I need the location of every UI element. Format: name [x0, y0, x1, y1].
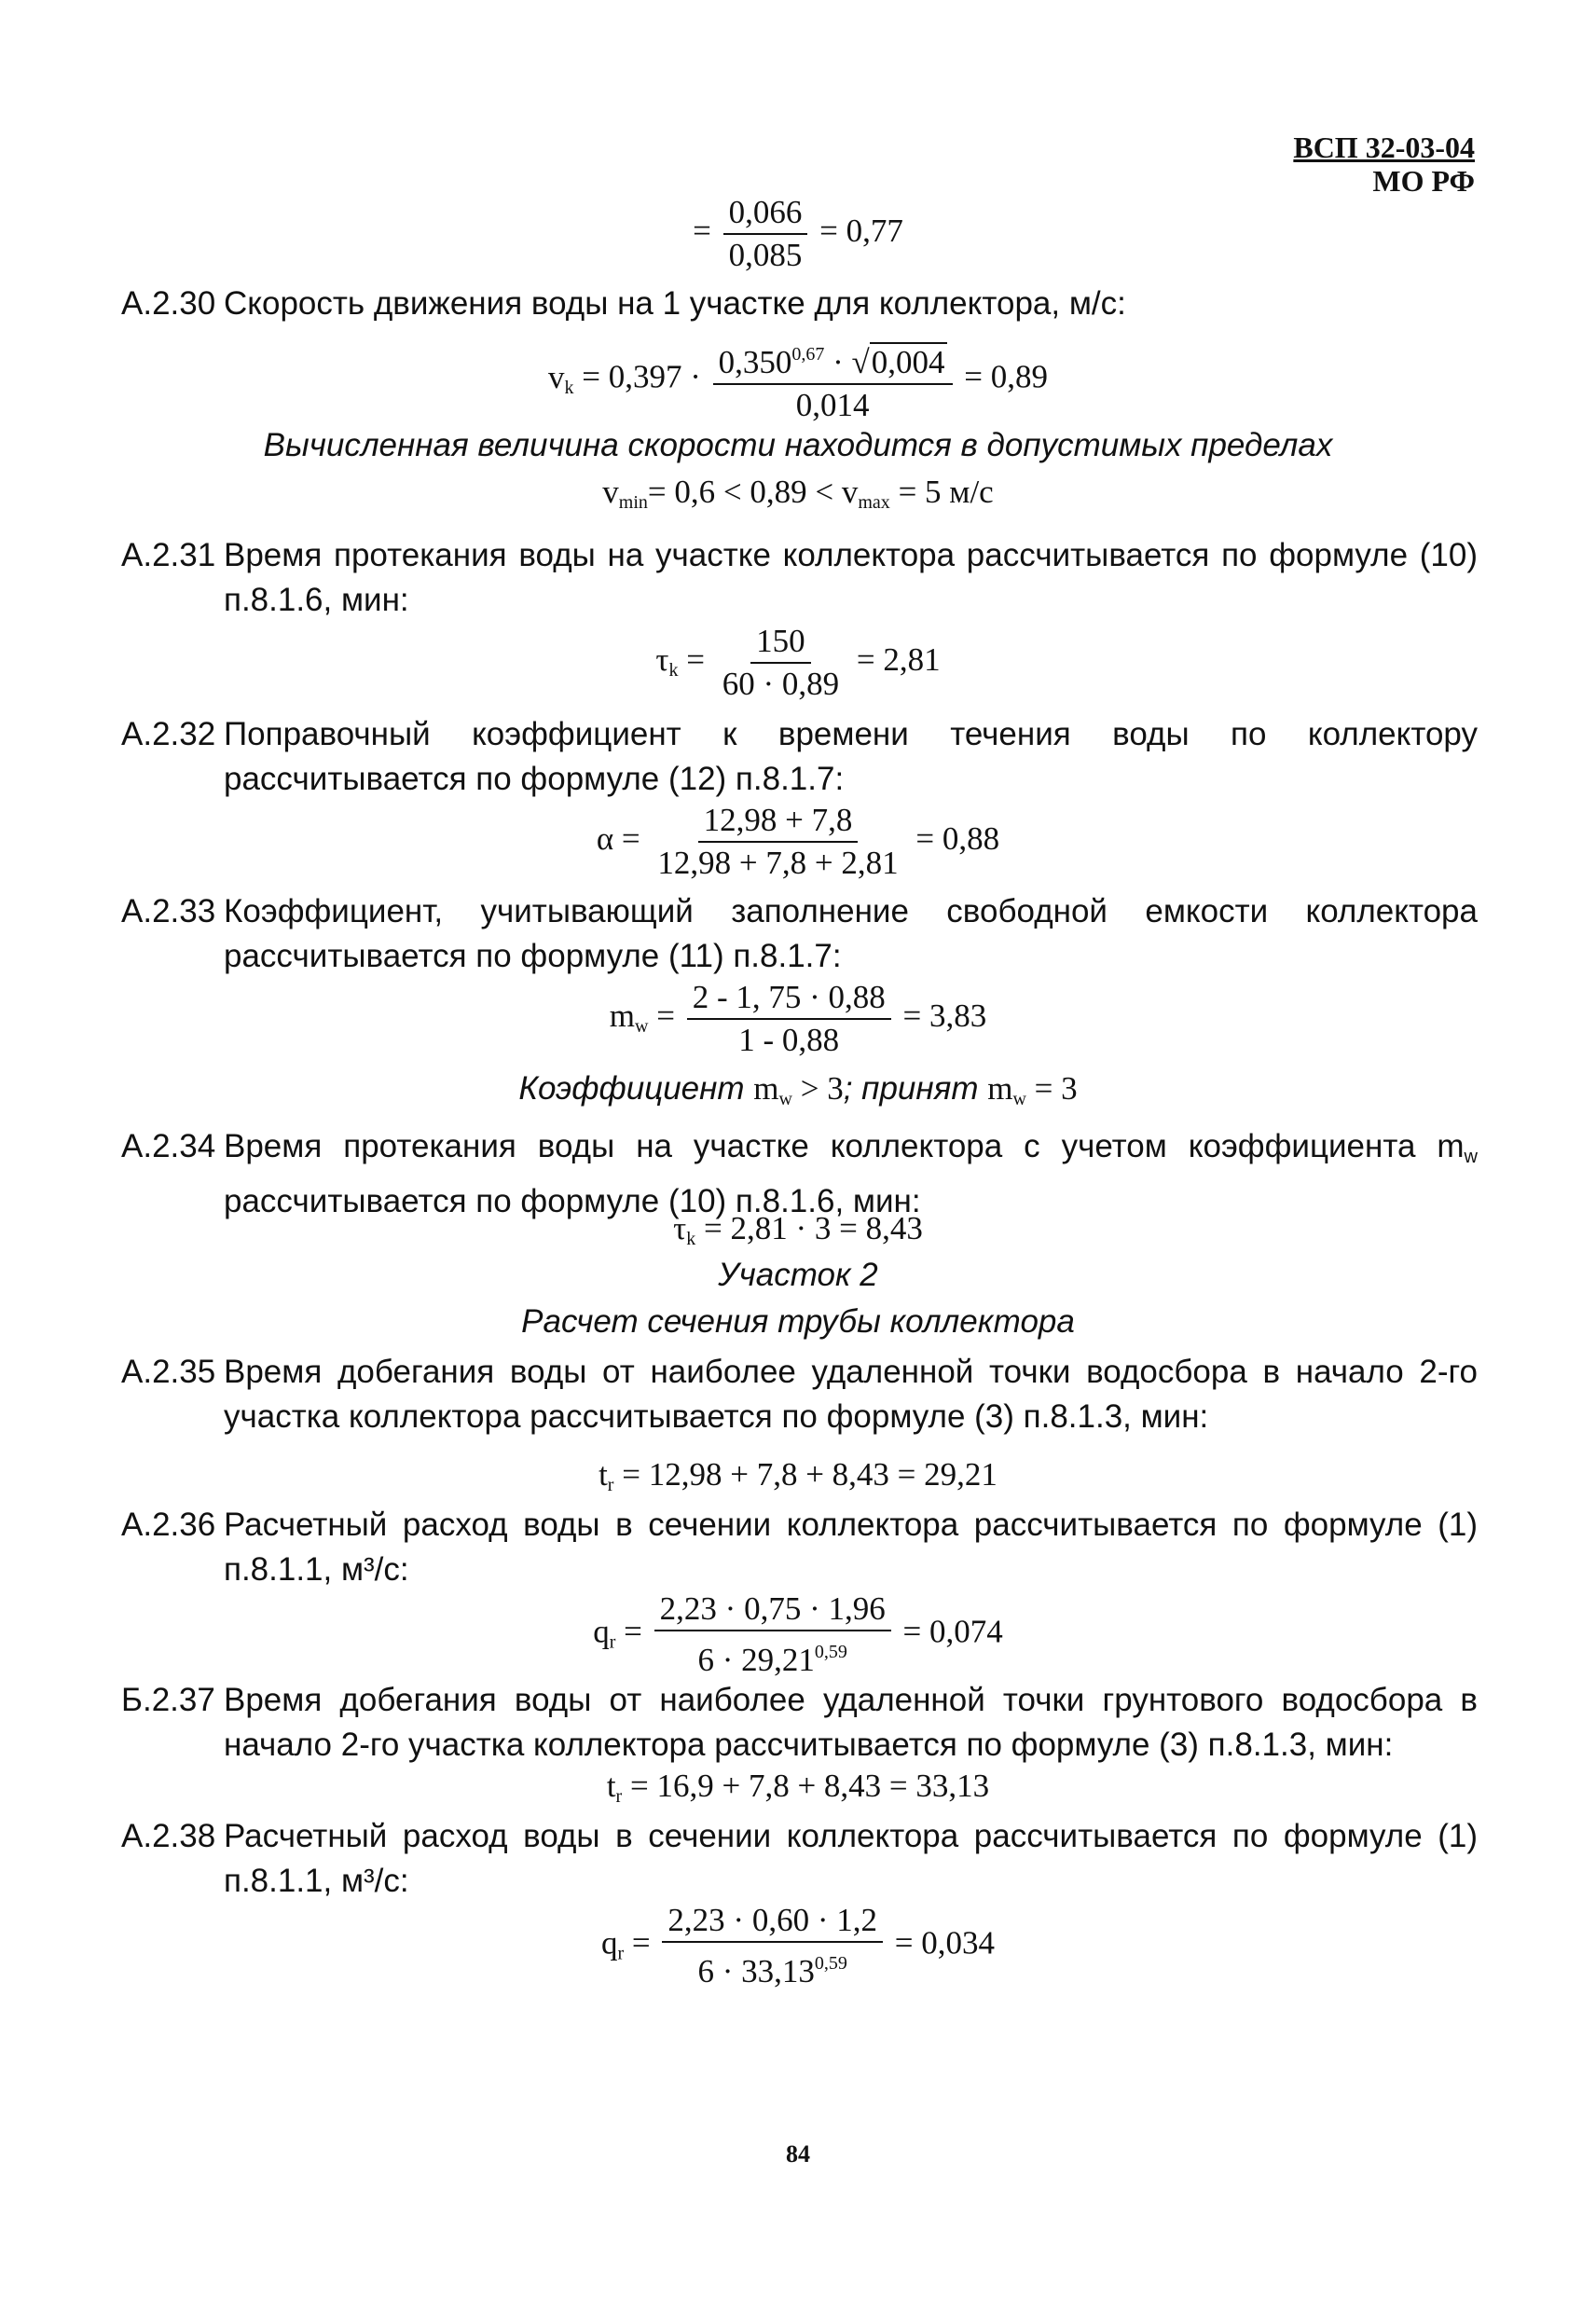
- paragraph-text-line1: Время протекания воды на участке коллектора с учетом коэффициента $m_w$: [224, 1128, 1478, 1167]
- formula-num: 150: [750, 623, 811, 664]
- formula-rhs: = 3,83: [902, 998, 987, 1035]
- section-subtitle: Расчет сечения трубы коллектора: [521, 1303, 1075, 1340]
- paragraph-text-line1: Время добегания воды от наиболее удаленной точки грунтового водосбора в: [224, 1682, 1478, 1718]
- formula-top-fraction: [723, 194, 808, 274]
- paragraph-text-line2: п.8.1.1, м³/с:: [224, 1551, 409, 1588]
- formula-fraction: [652, 802, 903, 882]
- note-velocity-limits: Вычисленная величина скорости находится в допустимых пределах: [263, 427, 1333, 463]
- formula-top-lhs: =: [693, 213, 711, 250]
- document-header: [1293, 131, 1475, 198]
- paragraph-number: А.2.36: [121, 1507, 216, 1543]
- formula-den: $6 \cdot 33,13^{0,59}$: [697, 1953, 847, 1989]
- paragraph-a230: [121, 282, 1478, 326]
- paragraph-a232: [121, 712, 1478, 802]
- formula-mid: = 0,397 ·: [582, 358, 701, 395]
- paragraph-text-line2: начало 2-го участка коллектора рассчитывается по формуле (3) п.8.1.3, мин:: [224, 1727, 1394, 1763]
- formula-num: 2 - 1, 75 · 0,88: [687, 979, 891, 1020]
- formula-tk: $\tau_k = 2,81 \cdot 3 = 8,43$: [673, 1210, 923, 1249]
- formula-rhs: = 0,88: [915, 820, 1000, 858]
- formula-rhs: = 2,81: [856, 641, 941, 679]
- formula-qr-1: $q_r$ = $\frac{2,23 \cdot 0,75 \cdot 1,96}{6 \cdot 29,21^{0,59}}$ = 0,074: [593, 1590, 1003, 1678]
- paragraph-text-line2: п.8.1.1, м³/с:: [224, 1863, 409, 1899]
- paragraph-text-line1: Поправочный коэффициент к времени течения воды по коллектору: [224, 716, 1478, 752]
- paragraph-text-line1: Расчетный расход воды в сечении коллектора рассчитывается по формуле (1): [224, 1507, 1478, 1543]
- paragraph-a235: [121, 1350, 1478, 1439]
- paragraph-text-line2: рассчитывается по формуле (10) п.8.1.6, мин:: [224, 1183, 921, 1219]
- formula-rhs: = 0,034: [894, 1924, 995, 1961]
- paragraph-a231: [121, 533, 1478, 623]
- formula-den: 1 - 0,88: [738, 1022, 840, 1058]
- formula-fraction: [713, 336, 953, 424]
- paragraph-number: А.2.32: [121, 716, 216, 752]
- paragraph-text-line1: Время добегания воды от наиболее удаленной точки водосбора в начало 2-го: [224, 1354, 1478, 1390]
- section-title: Участок 2: [718, 1257, 878, 1293]
- page-number: 84: [786, 2140, 810, 2168]
- formula-qr-2: $q_r$ = $\frac{2,23 \cdot 0,60 \cdot 1,2}{6 \cdot 33,13^{0,59}}$ = 0,034: [601, 1902, 995, 1989]
- paragraph-number: А.2.33: [121, 893, 216, 929]
- inequality-velocity: $v_{min}= 0,6 < 0,89 < v_{max} = 5$ м/с: [602, 474, 994, 513]
- formula-den: 12,98 + 7,8 + 2,81: [657, 845, 899, 881]
- paragraph-number: А.2.35: [121, 1354, 216, 1390]
- paragraph-a236: [121, 1503, 1478, 1592]
- formula-num: 12,98 + 7,8: [698, 802, 859, 843]
- formula-top-rhs: = 0,77: [819, 213, 903, 250]
- doc-org: МО РФ: [1372, 164, 1475, 198]
- note-mw: Коэффициент $m_w > 3$; принят $m_w = 3$: [518, 1070, 1078, 1109]
- paragraph-number: Б.2.37: [121, 1682, 215, 1718]
- formula-time: $\tau_k$ = $\frac{150}{60 \cdot 0,89}$ = 2,81: [655, 623, 941, 702]
- formula-fraction: [717, 623, 845, 703]
- formula-num: 2,23 · 0,60 · 1,2: [662, 1902, 883, 1943]
- paragraph-text: Время протекания воды на участке коллектора рассчитывается по формуле (10) п.8.1.6, мин:: [224, 537, 1478, 618]
- paragraph-text-line2: рассчитывается по формуле (11) п.8.1.7:: [224, 938, 842, 974]
- formula-tr-1: $t_r = 12,98 + 7,8 + 8,43 = 29,21$: [598, 1456, 998, 1495]
- formula-velocity: [0, 336, 1596, 424]
- formula-top-den: 0,085: [728, 237, 803, 273]
- formula-alpha: α = $\frac{12,98 + 7,8}{12,98 + 7,8 + 2,81}$ = 0,88: [596, 802, 1000, 881]
- formula-rhs: = 0,89: [964, 358, 1049, 395]
- paragraph-number: А.2.38: [121, 1818, 216, 1854]
- formula-fraction: [654, 1590, 891, 1679]
- formula-top-num: 0,066: [723, 194, 808, 235]
- paragraph-a238: [121, 1814, 1478, 1904]
- paragraph-number: А.2.31: [121, 537, 216, 573]
- paragraph-a234: [121, 1124, 1478, 1224]
- paragraph-number: А.2.34: [121, 1128, 216, 1164]
- formula-num: $0,350^{0,67} \cdot √0,004$: [713, 336, 953, 385]
- paragraph-text-line1: Расчетный расход воды в сечении коллектора рассчитывается по формуле (1): [224, 1818, 1478, 1854]
- formula-den: 0,014: [795, 387, 870, 423]
- formula-mw: $m_w$ = $\frac{2 - 1, 75 \cdot 0,88}{1 - 0,88}$ = 3,83: [609, 979, 987, 1058]
- formula-tr-2: $t_r = 16,9 + 7,8 + 8,43 = 33,13$: [606, 1768, 990, 1807]
- paragraph-b237: [121, 1678, 1478, 1768]
- formula-fraction: [687, 979, 891, 1059]
- paragraph-text-line2: рассчитывается по формуле (12) п.8.1.7:: [224, 761, 845, 797]
- paragraph-a233: [121, 889, 1478, 979]
- paragraph-text-line2: участка коллектора рассчитывается по формуле (3) п.8.1.3, мин:: [224, 1398, 1209, 1435]
- formula-fraction: [662, 1902, 883, 1990]
- paragraph-number: А.2.30: [121, 285, 216, 322]
- doc-code: ВСП 32-03-04: [1293, 131, 1475, 164]
- formula-num: 2,23 · 0,75 · 1,96: [654, 1590, 891, 1631]
- formula-den: 60 · 0,89: [722, 666, 840, 702]
- formula-lhs: $v_k$: [547, 358, 574, 398]
- formula-rhs: = 0,074: [902, 1613, 1003, 1650]
- paragraph-text-line1: Коэффициент, учитывающий заполнение свободной емкости коллектора: [224, 893, 1478, 929]
- formula-den: $6 \cdot 29,21^{0,59}$: [697, 1642, 847, 1678]
- formula-top: [0, 194, 1596, 274]
- paragraph-text: Скорость движения воды на 1 участке для коллектора, м/с:: [224, 285, 1126, 322]
